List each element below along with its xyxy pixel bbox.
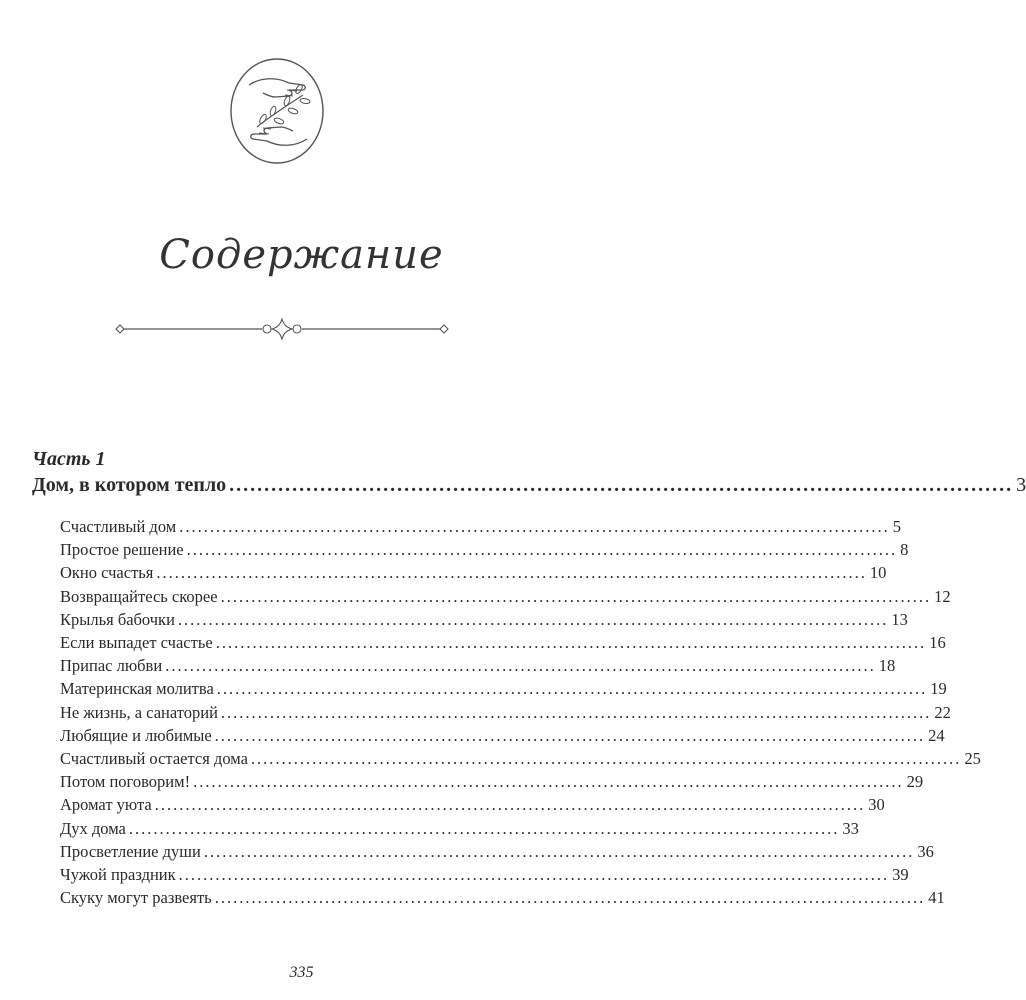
- toc-entry-page: 41: [928, 888, 945, 908]
- toc-entry: [60, 540, 909, 560]
- part-label: Часть 1: [32, 448, 106, 470]
- dot-leader: ....................................................................................................................: [177, 609, 889, 629]
- toc-entry-title: Окно счастья: [60, 563, 154, 583]
- toc-entry-title: Аромат уюта: [60, 795, 152, 815]
- dot-leader: ....................................................................................................................: [215, 633, 927, 652]
- toc-entry: [60, 609, 908, 630]
- toc-entry-page: 5: [892, 517, 901, 536]
- dot-leader: ....................................................................................................................: [216, 679, 928, 699]
- dot-leader: ....................................................................................................................: [156, 563, 867, 583]
- toc-entry: [60, 725, 945, 746]
- toc-entry-title: Счастливый остается дома: [60, 749, 248, 768]
- dot-leader: ....................................................................................................................: [220, 702, 932, 722]
- dot-leader: ....................................................................................................................: [165, 656, 876, 676]
- toc-entry-page: 12: [934, 586, 951, 606]
- toc-entry-page: 18: [878, 656, 896, 676]
- toc-entry-title: Крылья бабочки: [60, 609, 175, 629]
- toc-entry-page: 10: [869, 563, 887, 583]
- ornamental-divider-icon: [114, 318, 450, 340]
- hands-and-sprig-emblem-icon: [227, 55, 327, 167]
- toc-entry: [60, 841, 934, 862]
- dot-leader: ....................................................................................................................: [186, 540, 898, 560]
- toc-entry-title: Просветление души: [60, 841, 201, 861]
- toc-part-page: 3: [1016, 474, 1026, 496]
- dot-leader: ....................................................................................................................: [178, 865, 890, 884]
- dot-leader: ....................................................................................................................: [220, 586, 932, 606]
- dot-leader: ....................................................................................................................: [203, 841, 915, 861]
- toc-entry-title: Счастливый дом: [60, 517, 177, 536]
- dot-leader: ....................................................................................................................: [214, 725, 926, 745]
- dot-leader: ....................................................................................................................: [193, 772, 904, 792]
- toc-part-title: Дом, в котором тепло: [32, 474, 227, 496]
- toc-entry: [60, 865, 909, 885]
- page-number: 335: [289, 964, 314, 981]
- toc-entry-page: 39: [892, 865, 909, 884]
- toc-entry-title: Материнская молитва: [60, 679, 214, 699]
- toc-entry: [60, 633, 946, 653]
- toc-entry-title: Возвращайтесь скорее: [60, 586, 218, 606]
- dot-leader: ....................................................................................................................: [214, 888, 926, 908]
- toc-entry-page: 13: [891, 609, 908, 629]
- toc-entry-page: 30: [868, 795, 885, 815]
- toc-entry: [60, 772, 924, 792]
- toc-entry: [60, 702, 951, 723]
- page-title: Содержание: [159, 232, 444, 278]
- toc-entry-page: 8: [900, 540, 909, 560]
- toc-entry-page: 29: [906, 772, 924, 792]
- toc-entry-page: 19: [930, 679, 947, 699]
- toc-entry: [60, 795, 885, 815]
- dot-leader: ....................................................................................................................: [128, 818, 840, 838]
- toc-entry: [60, 818, 859, 839]
- toc-entry: [60, 586, 951, 607]
- toc-entry-title: Простое решение: [60, 540, 184, 560]
- toc-entry-page: 16: [929, 633, 946, 652]
- toc-entry-title: Любящие и любимые: [60, 725, 212, 745]
- toc-part-row: [32, 474, 1026, 497]
- toc-entry: [60, 656, 896, 676]
- toc-entry-page: 36: [917, 841, 934, 861]
- toc-entry: [60, 563, 887, 583]
- toc-entry-page: 33: [842, 818, 859, 838]
- toc-entry-title: Чужой праздник: [60, 865, 176, 884]
- toc-entry-title: Припас любви: [60, 656, 163, 676]
- dot-leader: ....................................................................................................................: [179, 517, 890, 536]
- dot-leader: ....................................................................................................................: [250, 749, 962, 768]
- toc-entry-title: Потом поговорим!: [60, 772, 191, 792]
- toc-entry-title: Скуку могут развеять: [60, 888, 212, 908]
- toc-entry: [60, 679, 947, 699]
- toc-entry-title: Не жизнь, а санаторий: [60, 702, 218, 722]
- toc-entry-title: Если выпадет счастье: [60, 633, 213, 652]
- dot-leader: ....................................................................................................................: [154, 795, 866, 815]
- toc-entry: [60, 517, 901, 537]
- toc-entry-page: 25: [964, 749, 981, 768]
- toc-entry-page: 24: [928, 725, 945, 745]
- dot-leader: ................................................................................................................: [229, 474, 1014, 496]
- toc-entry: [60, 888, 945, 908]
- toc-entry-page: 22: [934, 702, 951, 722]
- toc-entry-title: Дух дома: [60, 818, 126, 838]
- toc-entry: [60, 749, 981, 769]
